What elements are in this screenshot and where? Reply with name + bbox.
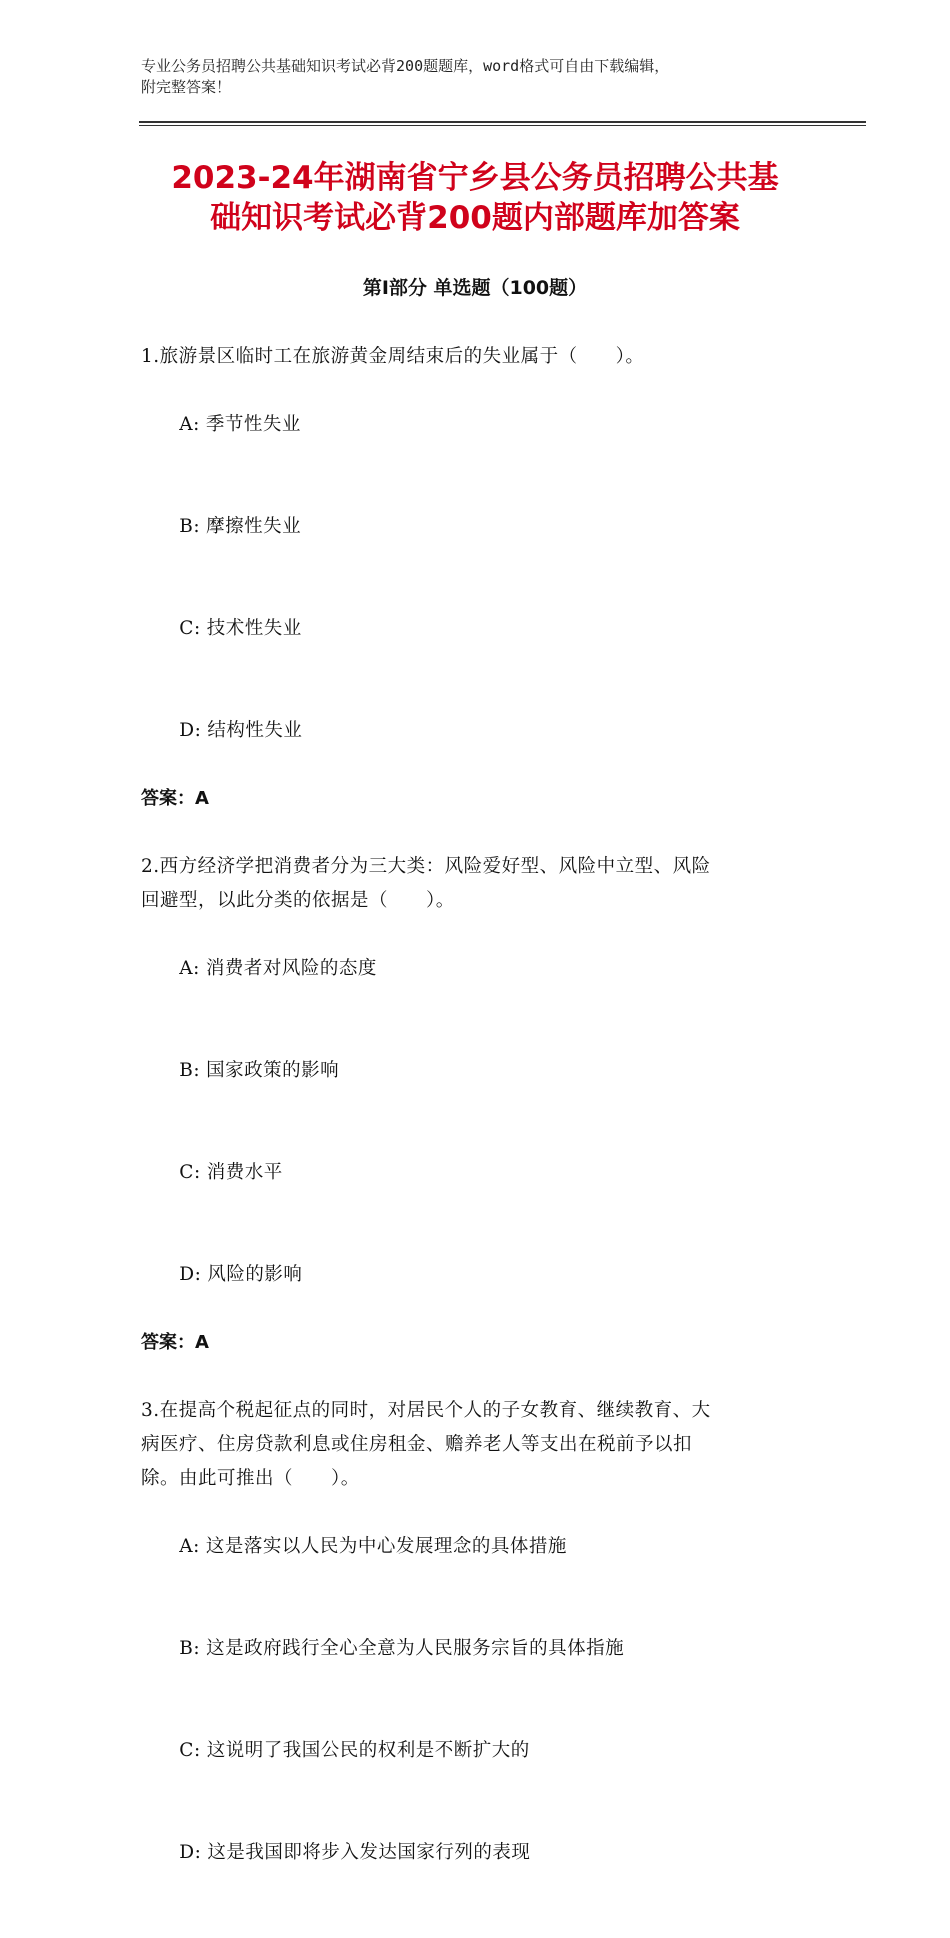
question-list: [141, 340, 801, 1938]
option-text: 结构性失业: [207, 720, 303, 741]
answer-option: [141, 1224, 801, 1326]
option-letter: C:: [179, 1162, 201, 1183]
option-text: 摩擦性失业: [206, 516, 302, 537]
option-letter: B:: [179, 516, 201, 537]
question-stem: 回避型，以此分类的依据是（ ）。: [141, 890, 455, 911]
document-title-line: 2023-24年湖南省宁乡县公务员招聘公共基: [171, 160, 779, 196]
header-divider-thin: [139, 125, 866, 126]
option-letter: A:: [179, 1536, 200, 1557]
question-item: [141, 1394, 801, 1904]
option-text: 国家政策的影响: [206, 1060, 340, 1081]
question-stem: 3.在提高个税起征点的同时，对居民个人的子女教育、继续教育、大: [141, 1400, 711, 1421]
question-stem: 1.旅游景区临时工在旅游黄金周结束后的失业属于（ ）。: [141, 346, 645, 367]
option-letter: D:: [179, 1264, 202, 1285]
header-note-line: 专业公务员招聘公共基础知识考试必背200题题库，word格式可自由下载编辑，: [141, 57, 670, 75]
header-divider: [139, 121, 866, 123]
answer-option: [141, 1122, 801, 1224]
answer-option: [141, 578, 801, 680]
header-note: [141, 56, 841, 98]
answer-option: [141, 918, 801, 1020]
option-letter: A:: [179, 958, 200, 979]
option-text: 这是落实以人民为中心发展理念的具体措施: [205, 1536, 567, 1557]
option-text: 这是政府践行全心全意为人民服务宗旨的具体指施: [206, 1638, 625, 1659]
answer-option: [141, 680, 801, 782]
option-letter: D:: [179, 1842, 202, 1863]
option-letter: B:: [179, 1060, 201, 1081]
answer-option: [141, 1802, 801, 1904]
question-item: [141, 340, 801, 816]
option-text: 季节性失业: [205, 414, 301, 435]
option-text: 这说明了我国公民的权利是不断扩大的: [206, 1740, 530, 1761]
option-letter: D:: [179, 720, 202, 741]
option-text: 消费者对风险的态度: [205, 958, 377, 979]
option-letter: B:: [179, 1638, 201, 1659]
question-stem: 除。由此可推出（ ）。: [141, 1468, 360, 1489]
question-stem: 2.西方经济学把消费者分为三大类：风险爱好型、风险中立型、风险: [141, 856, 711, 877]
option-text: 风险的影响: [207, 1264, 303, 1285]
option-letter: C:: [179, 618, 201, 639]
document-title-line: 础知识考试必背200题内部题库加答案: [210, 200, 740, 236]
answer-option: [141, 476, 801, 578]
option-text: 这是我国即将步入发达国家行列的表现: [207, 1842, 531, 1863]
option-letter: A:: [179, 414, 200, 435]
option-text: 技术性失业: [206, 618, 302, 639]
header-note-line: 附完整答案！: [141, 78, 232, 96]
answer-key: 答案：A: [141, 788, 209, 809]
answer-option: [141, 1598, 801, 1700]
question-item: [141, 850, 801, 1360]
answer-key: 答案：A: [141, 1332, 209, 1353]
question-stem: 病医疗、住房贷款利息或住房租金、赡养老人等支出在税前予以扣: [141, 1434, 693, 1455]
option-text: 消费水平: [206, 1162, 283, 1183]
answer-option: [141, 1700, 801, 1802]
document-title: [100, 158, 850, 238]
option-letter: C:: [179, 1740, 201, 1761]
answer-option: [141, 1020, 801, 1122]
section-heading: 第Ⅰ部分 单选题（100题）: [362, 277, 588, 299]
answer-option: [141, 1496, 801, 1598]
answer-option: [141, 374, 801, 476]
